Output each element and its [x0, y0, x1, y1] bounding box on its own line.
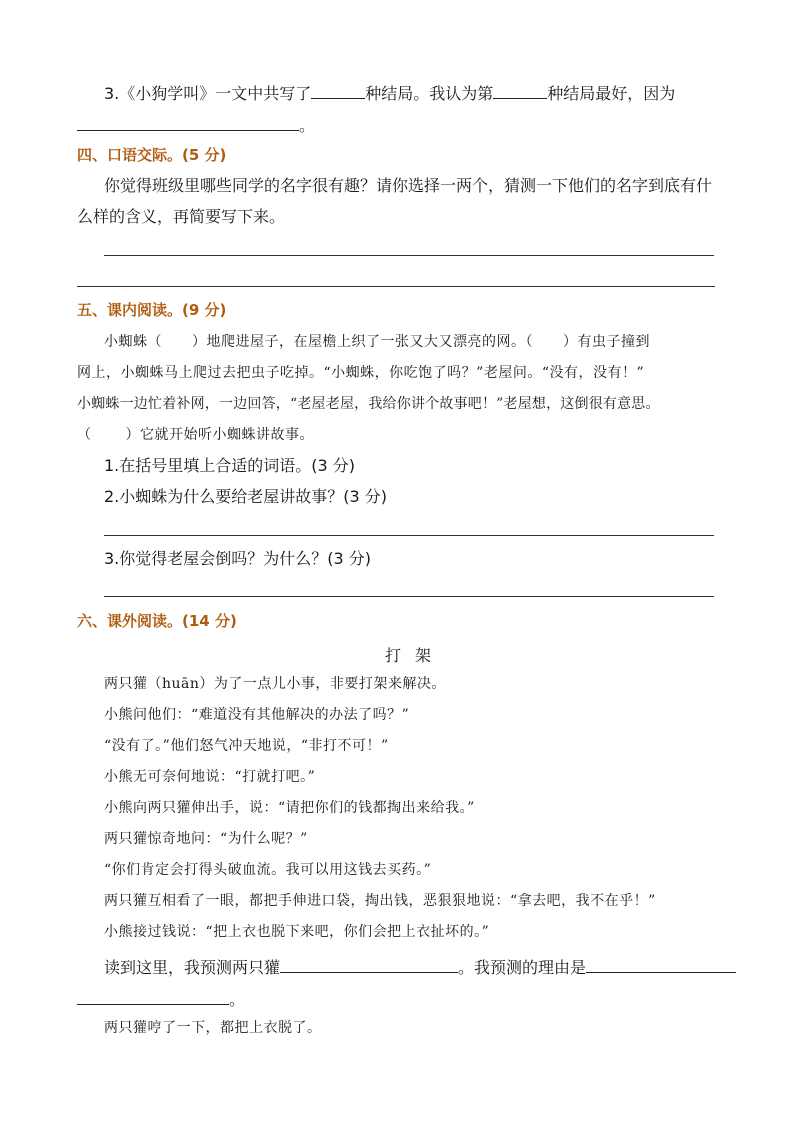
- q3-text-1: 3.《小狗学叫》一文中共写了: [104, 84, 312, 103]
- section-5-question-3: 3.你觉得老屋会倒吗？为什么？(3 分): [104, 549, 372, 568]
- section-5-heading: 五、课内阅读。(9 分): [77, 301, 227, 319]
- passage-5-text-e: ）它就开始听小蜘蛛讲故事。: [125, 427, 314, 443]
- q3-blank-count[interactable]: [311, 82, 365, 99]
- story-last-line: 两只獾哼了一下，都把上衣脱了。: [104, 1020, 322, 1036]
- passage-5-text-c: ）有虫子撞到: [563, 334, 650, 350]
- predict-blank-1[interactable]: [280, 956, 458, 973]
- predict-blank-3[interactable]: [77, 988, 229, 1005]
- story-line-3: “没有了。”他们怒气冲天地说，“非打不可！”: [104, 738, 389, 754]
- predict-line-2: [77, 988, 245, 1010]
- passage-5-text-a: 小蜘蛛（: [104, 334, 162, 350]
- section-5-question-1: 1.在括号里填上合适的词语。(3 分): [104, 456, 356, 475]
- q3-text-3: 种结局最好，因为: [547, 84, 676, 103]
- predict-text-a: 读到这里，我预测两只獾: [104, 958, 281, 977]
- passage-5-line-3: 小蜘蛛一边忙着补网，一边回答，“老屋老屋，我给你讲个故事吧！”老屋想，这倒很有意思。: [77, 396, 660, 412]
- section-6-heading: 六、课外阅读。(14 分): [77, 612, 237, 630]
- predict-blank-2[interactable]: [586, 956, 736, 973]
- passage-5-line-4: [77, 425, 314, 445]
- section-5-question-2: 2.小蜘蛛为什么要给老屋讲故事？(3 分): [104, 487, 388, 506]
- section-4-answer-line-1[interactable]: [104, 255, 714, 256]
- story-title: 打架: [385, 646, 446, 665]
- section-4-heading: 四、口语交际。(5 分): [77, 146, 227, 164]
- story-line-4: 小熊无可奈何地说：“打就打吧。”: [104, 769, 316, 785]
- passage-5-line-2: 网上，小蜘蛛马上爬过去把虫子吃掉。“小蜘蛛，你吃饱了吗？”老屋问。“没有，没有！”: [77, 365, 645, 381]
- passage-5-line-1: [104, 332, 650, 352]
- story-line-8: 两只獾互相看了一眼，都把手伸进口袋，掏出钱，恶狠狠地说：“拿去吧，我不在乎！”: [104, 893, 656, 909]
- passage-5-text-d: （: [77, 427, 92, 443]
- q3-blank-reason[interactable]: [77, 114, 299, 131]
- story-line-5: 小熊向两只獾伸出手，说：“请把你们的钱都掏出来给我。”: [104, 800, 475, 816]
- q3-end: 。: [299, 116, 316, 135]
- section-5-answer-line-1[interactable]: [104, 535, 714, 536]
- predict-end: 。: [229, 990, 246, 1009]
- predict-line: [104, 956, 736, 978]
- section-4-prompt-line-1: 你觉得班级里哪些同学的名字很有趣？请你选择一两个，猜测一下他们的名字到底有什: [104, 176, 713, 195]
- section-4-prompt-line-2: 么样的含义，再简要写下来。: [77, 207, 286, 226]
- question-3-line-2: [77, 114, 315, 136]
- q3-text-2: 种结局。我认为第: [365, 84, 494, 103]
- passage-5-text-b: ）地爬进屋子，在屋檐上织了一张又大又漂亮的网。（: [192, 334, 533, 350]
- story-line-1: 两只獾（huān）为了一点儿小事，非要打架来解决。: [104, 676, 446, 692]
- predict-text-b: 。我预测的理由是: [458, 958, 587, 977]
- story-line-6: 两只獾惊奇地问：“为什么呢？”: [104, 831, 308, 847]
- question-3-line: [104, 82, 675, 104]
- q3-blank-ending[interactable]: [493, 82, 547, 99]
- section-5-answer-line-2[interactable]: [104, 596, 714, 597]
- section-4-answer-line-2[interactable]: [77, 286, 715, 287]
- story-line-7: “你们肯定会打得头破血流。我可以用这钱去买药。”: [104, 862, 432, 878]
- story-line-2: 小熊问他们：“难道没有其他解决的办法了吗？”: [104, 707, 410, 723]
- story-line-9: 小熊接过钱说：“把上衣也脱下来吧，你们会把上衣扯坏的。”: [104, 924, 490, 940]
